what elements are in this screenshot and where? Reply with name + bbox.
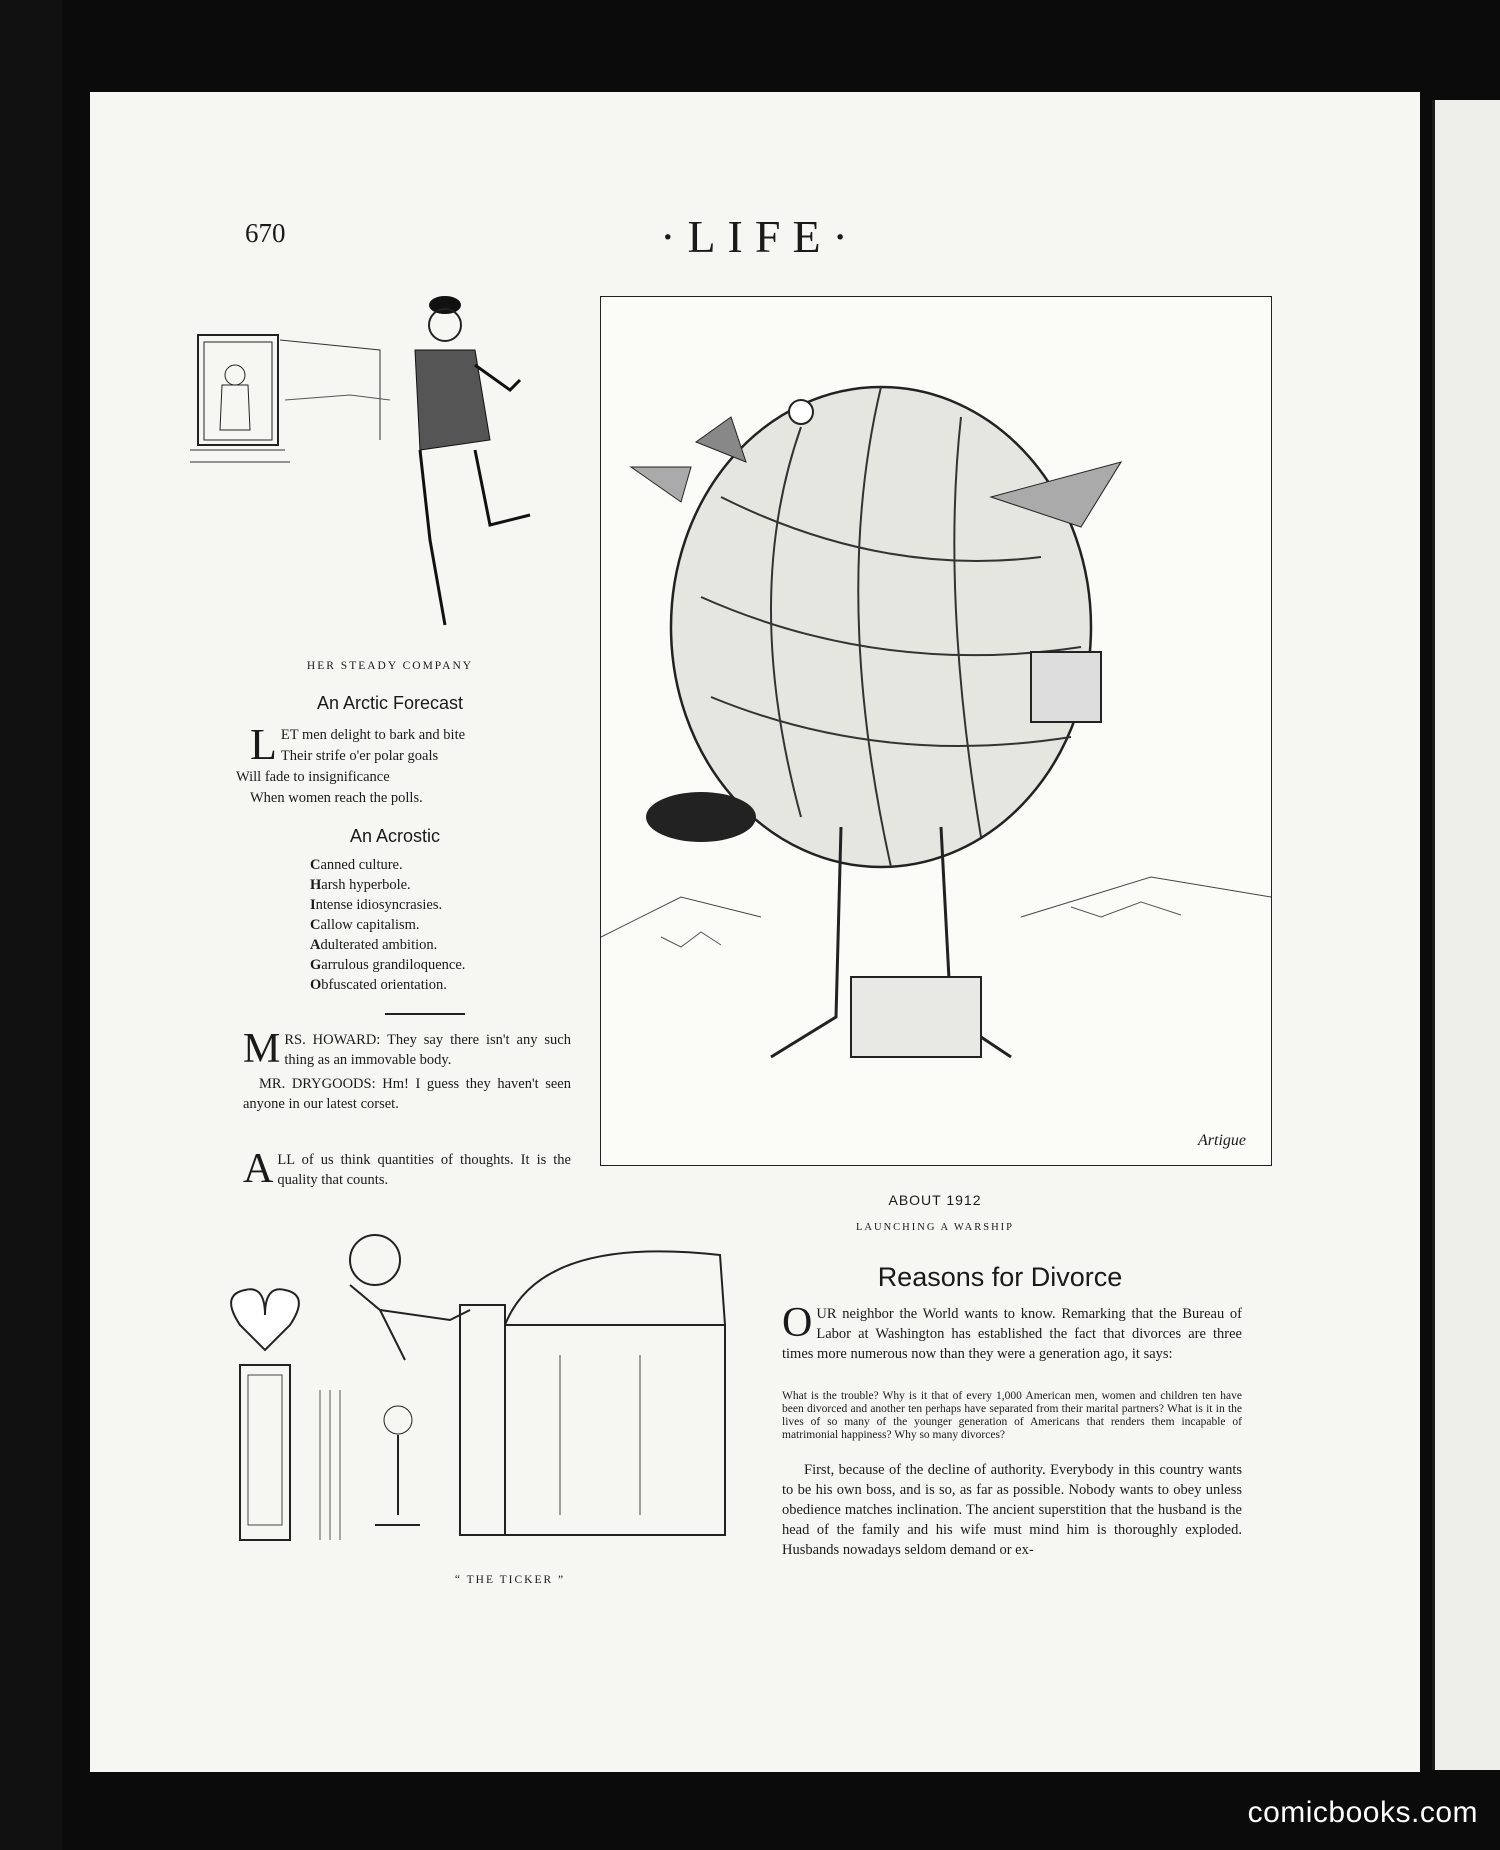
page-number: 670 [245,218,286,248]
acrostic-line: Callow capitalism. [310,917,420,933]
arctic-forecast-title: An Arctic Forecast [316,693,464,713]
poem-line: Will fade to insignificance [236,769,390,785]
howard-paragraph: MRS. HOWARD: They say there isn't any such thing as an immovable body. MR. DRYGOODS: Hm! I guess they haven't seen anyone in our latest corset. [243,1026,571,1112]
acrostic-line: Garrulous grandiloquence. [310,957,466,973]
acrostic-line: Intense idiosyncrasies. [310,897,443,913]
acrostic-line: Harsh hyperbole. [310,877,411,893]
masthead: ·LIFE· [660,211,860,262]
facing-page-edge [1432,100,1500,1770]
acrostic-line: Obfuscated orientation. [310,977,447,993]
acrostic-line: Adulterated ambition. [310,937,438,953]
divorce-intro: OUR neighbor the World wants to know. Remarking that the Bureau of Labor at Washington has established the fact that divorces are three times more numerous now than they were a generation ago, it says: [782,1300,1242,1362]
poem-line: ET men delight to bark and bite [280,727,466,743]
warship-subtitle: LAUNCHING A WARSHIP [856,1222,1014,1233]
divorce-body: First, because of the decline of authority. Everybody in this country wants to be his own boss, and is so, as far as possible. Nobody wants to obey unless obedience matches inclination. The ancient superstition that the husband is the head of the family and his wife must mind him is thoroughly exploded. Husbands nowadays seldom demand or ex- [782,1462,1242,1558]
cartoon-ticker [220,1215,740,1545]
poem-line: Their strife o'er polar goals [280,748,439,764]
caption-ticker: “ THE TICKER ” [454,1574,566,1586]
quality-paragraph: ALL of us think quantities of thoughts. It is the quality that counts. [243,1146,571,1192]
scan-border [0,0,62,1850]
site-watermark: comicbooks.com [1247,1796,1478,1829]
poem-line: When women reach the polls. [250,790,423,806]
poem-dropcap: L [250,720,277,769]
cartoon-steady-company [190,290,570,635]
drygoods-reply: MR. DRYGOODS: Hm! I guess they haven't seen anyone in our latest corset. [243,1076,571,1112]
acrostic-title: An Acrostic [349,826,441,846]
acrostic-lines [310,855,465,995]
warship-title: ABOUT 1912 [888,1192,982,1208]
artist-signature: Artigue [1198,1132,1246,1149]
divorce-title: Reasons for Divorce [877,1262,1123,1292]
acrostic-line: Canned culture. [310,857,403,873]
cartoon-warship [600,296,1272,1166]
arctic-forecast-poem [236,720,580,809]
section-divider [385,1013,465,1015]
caption-steady-company: HER STEADY COMPANY [306,660,474,672]
divorce-quote: What is the trouble? Why is it that of every 1,000 American men, women and children ten have been divorced and another ten perhaps have separated from their marital partners? What is it in the lives of so many of the younger generation of Americans that renders them incapable of matrimonial happiness? Why so many divorces? [782,1390,1242,1441]
